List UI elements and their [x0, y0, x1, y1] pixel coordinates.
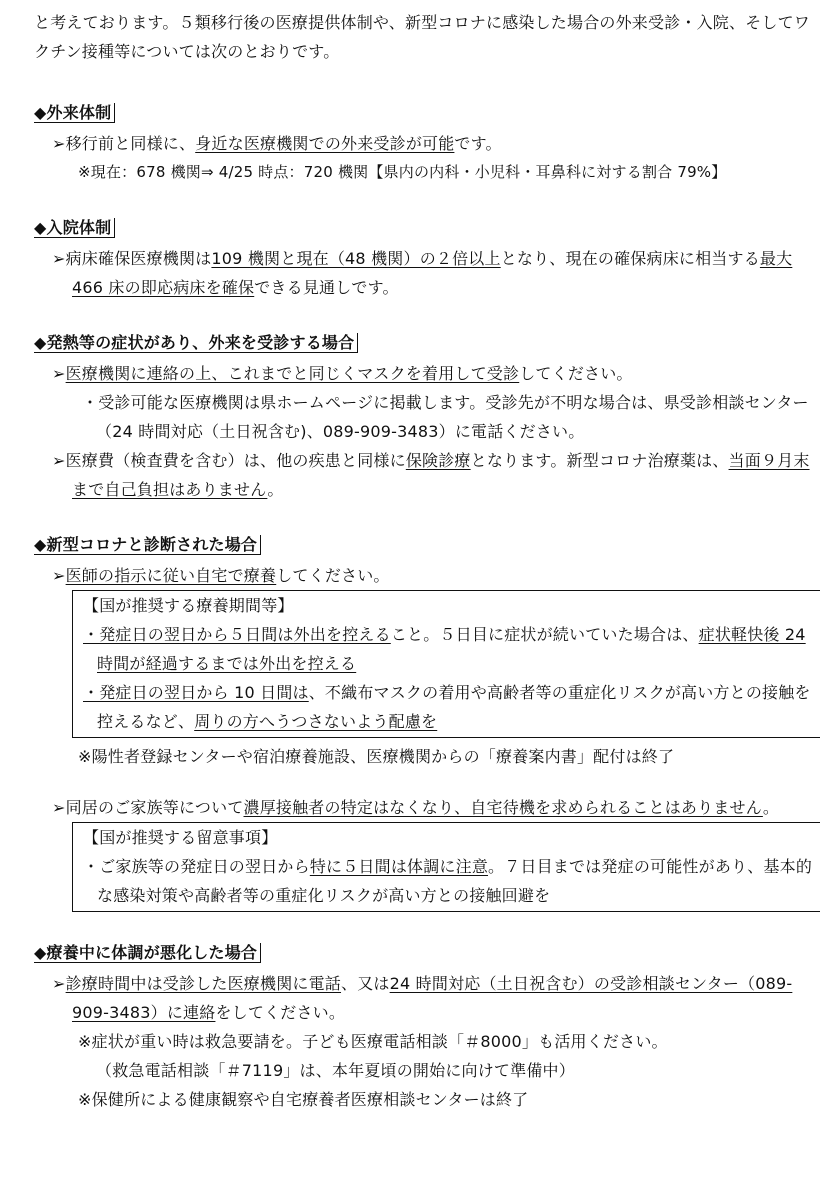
recommendation-box: [72, 590, 820, 738]
text: ➢医療費（検査費を含む）は、他の疾患と同様に: [52, 451, 406, 470]
section-worsening: [34, 938, 820, 1114]
underlined-text: 医療機関に連絡の上、これまでと同じくマスクを着用して受診: [65, 364, 520, 383]
arrow-item: [52, 244, 820, 302]
intro-paragraph: と考えております。５類移行後の医療提供体制や、新型コロナに感染した場合の外来受診・入院、そしてワクチン接種等については次のとおりです。: [34, 13, 811, 61]
section-title-text: ◆療養中に体調が悪化した場合: [34, 943, 261, 963]
section-title-text: ◆外来体制: [34, 103, 115, 123]
underlined-text: 濃厚接触者の特定はなくなり、自宅待機を求められることはありません: [243, 798, 763, 817]
arrow-item: [52, 446, 820, 504]
bullet-item: ・受診可能な医療機関は県ホームページに掲載します。受診先が不明な場合は、県受診相談センター（24 時間対応（土日祝含む)、089-909-3483）に電話ください。: [82, 393, 809, 441]
text: です。: [454, 134, 502, 153]
text: こと。５日目に症状が続いていた場合は、: [390, 625, 699, 644]
arrow-item: [52, 793, 820, 822]
section-title: [34, 530, 820, 559]
underlined-text: 周りの方へうつさないよう配慮を: [194, 712, 438, 731]
text: ➢移行前と同様に、: [52, 134, 196, 153]
box-heading: 【国が推奨する療養期間等】: [83, 596, 294, 615]
note: ※陽性者登録センターや宿泊療養施設、医療機関からの「療養案内書」配付は終了: [78, 747, 675, 766]
note: ※現在：678 機関⇒ 4/25 時点：720 機関【県内の内科・小児科・耳鼻科に対する割合 79%】: [78, 163, 727, 181]
bullet-item: [83, 678, 820, 736]
underlined-text: 症状軽快後 24 時間が経過するまでは外出を控える: [97, 625, 806, 673]
section-title: [34, 328, 820, 357]
underlined-text: 当面９月末まで自己負担はありません: [72, 451, 810, 499]
arrow-item: [52, 359, 820, 388]
underlined-text: 特に５日間は体調に注意: [309, 857, 489, 876]
text: できる見通しです。: [254, 278, 399, 297]
underlined-text: 109 機関と現在（48 機関）の２倍以上: [211, 249, 501, 268]
text: ・ご家族等の発症日の翌日から: [83, 857, 310, 876]
section-inpatient: [34, 213, 820, 302]
arrow-marker: ➢: [52, 974, 66, 993]
section-outpatient: [34, 98, 820, 187]
text: となります。新型コロナ治療薬は、: [470, 451, 729, 470]
section-title: [34, 213, 820, 242]
text: 。: [267, 480, 284, 499]
box-heading: 【国が推奨する留意事項】: [83, 828, 278, 847]
text: してください。: [519, 364, 633, 383]
text: をしてください。: [215, 1003, 346, 1022]
text: 、又は: [341, 974, 390, 993]
underlined-text: 診療時間中は受診した医療機関に電話: [65, 974, 342, 993]
text: ➢同居のご家族等について: [52, 798, 244, 817]
text: 。７日目までは発症の可能性があり、基本的な感染対策や高齢者等の重症化リスクが高い方との接触回避を: [97, 857, 813, 905]
underlined-text: 24 時間対応（土日祝含む）の受診相談センター（089-909-3483）に連絡: [72, 974, 793, 1022]
bullet-item: [83, 620, 820, 678]
underlined-text: 保険診療: [405, 451, 471, 470]
underlined-text: ・発症日の翌日から 10 日間は: [83, 683, 309, 702]
section-fever-visit: [34, 328, 820, 504]
arrow-marker: ➢: [52, 566, 66, 585]
underlined-text: 身近な医療機関での外来受診が可能: [195, 134, 455, 153]
section-title-text: ◆発熱等の症状があり、外来を受診する場合: [34, 333, 358, 353]
text: となり、現在の確保病床に相当する: [500, 249, 760, 268]
section-title-text: ◆入院体制: [34, 218, 115, 238]
section-title-text: ◆新型コロナと診断された場合: [34, 535, 261, 555]
arrow-item: [52, 129, 820, 158]
underlined-text: 医師の指示に従い自宅で療養: [65, 566, 277, 585]
note: （救急電話相談「＃7119」は、本年夏頃の開始に向けて準備中）: [96, 1061, 575, 1080]
bullet-item: [83, 852, 820, 910]
underlined-text: ・発症日の翌日から５日間は外出を控える: [83, 625, 391, 644]
text: 。: [762, 798, 780, 817]
underlined-text: 最大 466 床の即応病床を確保: [72, 249, 793, 297]
note: ※保健所による健康観察や自宅療養者医療相談センターは終了: [78, 1090, 529, 1109]
arrow-marker: ➢: [52, 364, 66, 383]
text: ➢病床確保医療機関は: [52, 249, 212, 268]
section-diagnosed: [34, 530, 820, 912]
arrow-item: [52, 969, 820, 1027]
section-title: [34, 98, 820, 127]
arrow-item: [52, 561, 820, 590]
text: してください。: [276, 566, 390, 585]
note: ※症状が重い時は救急要請を。子ども医療電話相談「＃8000」も活用ください。: [78, 1032, 668, 1051]
advisory-box: [72, 822, 820, 912]
section-title: [34, 938, 820, 967]
text: 、不織布マスクの着用や高齢者等の重症化リスクが高い方との接触を控えるなど、: [97, 683, 811, 731]
